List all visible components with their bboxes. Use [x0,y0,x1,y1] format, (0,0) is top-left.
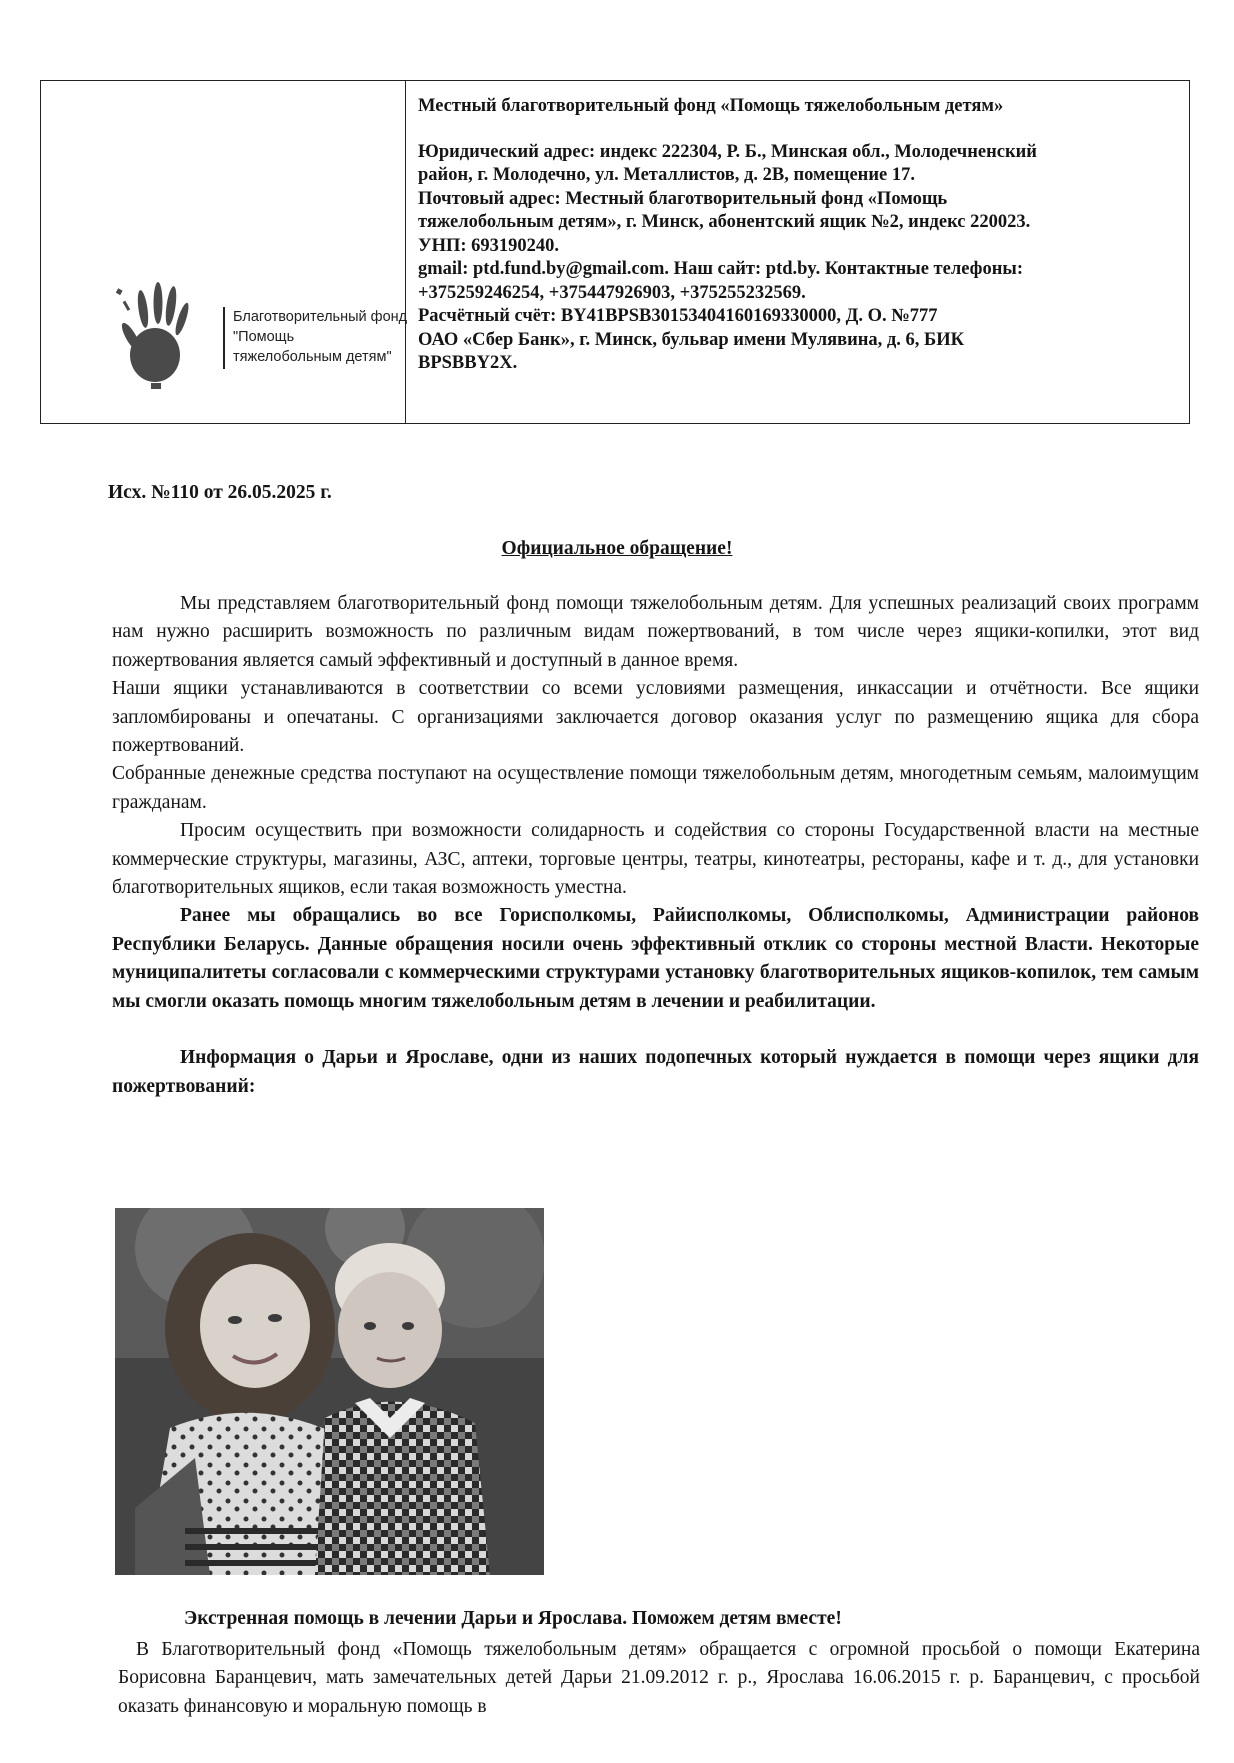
logo-line: "Помощь [233,329,295,345]
paragraph: Наши ящики устанавливаются в соответствии со всеми условиями размещения, инкассации и отчётности. Все ящики запломбированы и опечатаны. С организациями заключается договор оказания услуг по размещению ящика для сбора пожертвований. [112,678,1199,757]
info-line: Расчётный счёт: BY41BPSB30153404160169330000, Д. О. №777 [418,306,938,326]
logo-line: тяжелобольным детям" [233,349,392,365]
logo-line: Благотворительный фонд [233,309,408,325]
info-line: Юридический адрес: индекс 222304, Р. Б., Минская обл., Молодечненский [418,141,1037,162]
logo-text [233,307,407,367]
paragraph: Информация о Дарьи и Ярославе, одни из наших подопечных который нуждается в помощи через ящики для пожертвований: [112,1047,1199,1097]
section-title: Экстренная помощь в лечении Дарьи и Ярослава. Поможем детям вместе! [184,1608,842,1629]
photo-image [115,1208,544,1575]
info-line: gmail: ptd.fund.by@gmail.com. Наш сайт: ptd.by. Контактные телефоны: [418,259,1023,279]
paragraph: В Благотворительный фонд «Помощь тяжелобольным детям» обращается с огромной просьбой о помощи Екатерина Борисовна Баранцевич, мать замечательных детей Дарьи 21.09.2012 г. р., Ярослава 16.06.2015 г. р. Баранцевич, с просьбой оказать финансовую и моральную помощь в [118,1639,1200,1717]
info-line: Почтовый адрес: Местный благотворительный фонд «Помощь [418,188,948,209]
info-line: BPSBBY2X. [418,353,518,373]
info-line: +375259246254, +375447926903, +375255232569. [418,282,806,303]
logo-divider [223,307,225,369]
info-line: ОАО «Сбер Банк», г. Минск, бульвар имени Мулявина, д. 6, БИК [418,329,965,350]
children-photo [115,1208,544,1575]
logo-cell [41,81,406,423]
closing-text [118,1636,1200,1721]
spacer [112,1016,1199,1044]
document-title: Официальное обращение! [501,538,733,559]
letter-body [112,590,1199,1101]
info-line: тяжелобольным детям», г. Минск, абонентский ящик №2, индекс 220023. [418,212,1031,232]
handprint-icon [113,279,203,394]
info-line: район, г. Молодечно, ул. Металлистов, д. 2В, помещение 17. [418,165,915,185]
org-info [406,81,1189,423]
paragraph: Мы представляем благотворительный фонд помощи тяжелобольным детям. Для успешных реализаций своих программ нам нужно расширить возможность по различным видам пожертвований, в том числе через ящики-копилки, этот вид пожертвования является самый эффективный и доступный в данное время. [112,593,1199,671]
paragraph: Ранее мы обращались во все Горисполкомы, Райисполкомы, Облисполкомы, Администрации районов Республики Беларусь. Данные обращения носили очень эффективный отклик со стороны местной Власти. Некоторые муниципалитеты согласовали с коммерческими структурами установку благотворительных ящиков-копилок, тем самым мы смогли оказать помощь многим тяжелобольным детям в лечении и реабилитации. [112,905,1199,1012]
letterhead [40,80,1190,424]
paragraph: Собранные денежные средства поступают на осуществление помощи тяжелобольным детям, многодетным семьям, малоимущим гражданам. [112,763,1199,813]
reference-number: Исх. №110 от 26.05.2025 г. [108,482,332,503]
org-name: Местный благотворительный фонд «Помощь тяжелобольным детям» [418,96,1004,116]
paragraph: Просим осуществить при возможности солидарность и содействия со стороны Государственной власти на местные коммерческие структуры, магазины, АЗС, аптеки, торговые центры, театры, кинотеатры, рестораны, кафе и т. д., для установки благотворительных ящиков, если такая возможность уместна. [112,820,1199,899]
info-line: УНП: 693190240. [418,235,560,256]
